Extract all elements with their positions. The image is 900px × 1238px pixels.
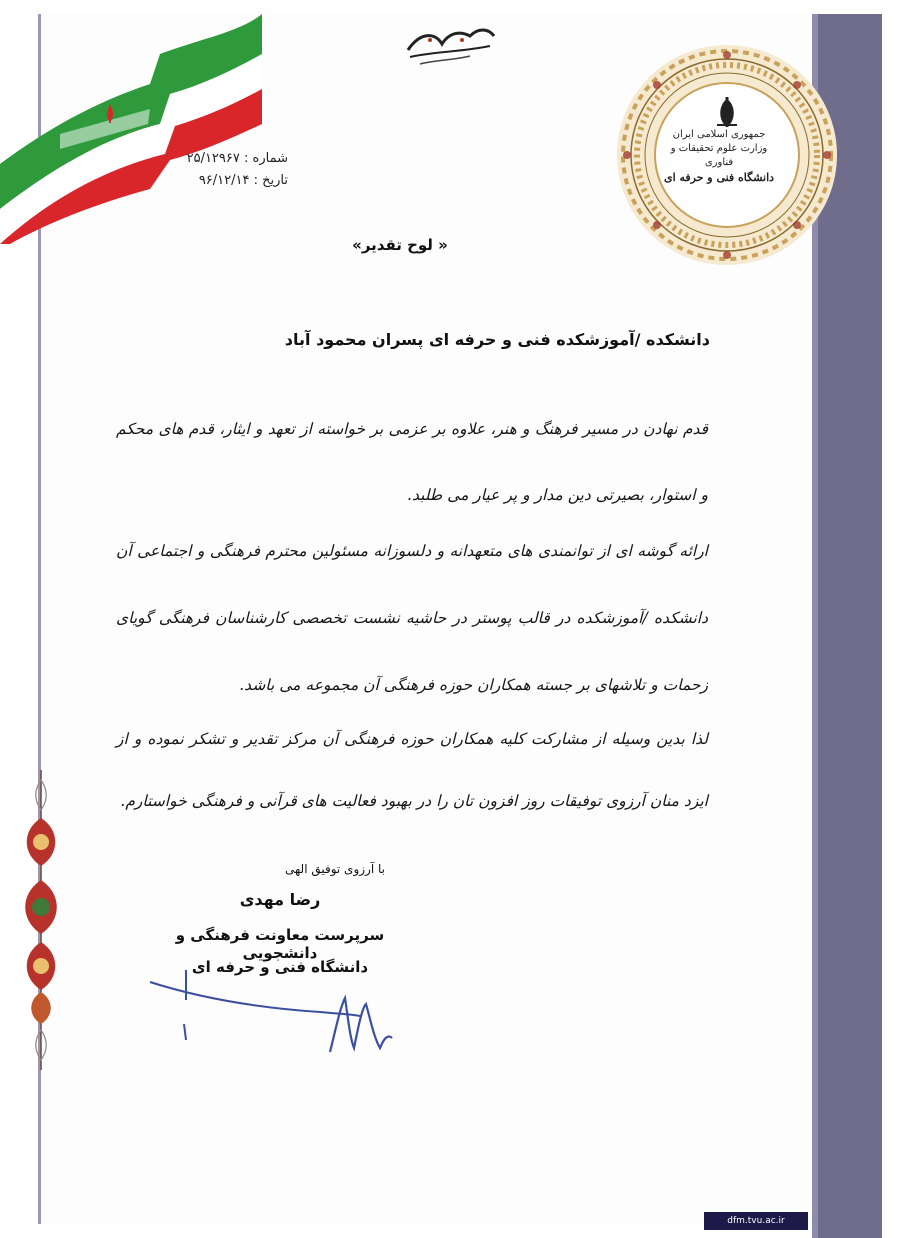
recipient-line: دانشکده /آموزشکده فنی و حرفه ای پسران محمود آباد [284, 330, 710, 349]
signer-name: رضا مهدی [239, 890, 321, 909]
letter-meta [148, 148, 288, 192]
handwritten-signature [140, 968, 410, 1068]
letter-number-value: ۲۵/۱۲۹۶۷ [186, 151, 240, 166]
bismillah-calligraphy [400, 22, 500, 72]
emblem-ministry: وزارت علوم تحقیقات و فناوری [670, 143, 768, 168]
letter-date-label: تاریخ : [253, 173, 288, 188]
letter-date-value: ۹۶/۱۲/۱۴ [198, 173, 250, 188]
body-paragraph-2: ارائه گوشه ای از توانمندی های متعهدانه و دلسوزانه مسئولین محترم فرهنگی و اجتماعی آن دانشکده /آموزشکده در قالب پوستر در حاشیه نشست تخصصی کارشناسان فرهنگی گویای زحمات و تلاشهای بر جسته همکاران حوزه فرهنگی آن مجموعه می باشد. [116, 542, 708, 694]
emblem-university: دانشگاه فنی و حرفه ای [663, 171, 775, 184]
closing-line: با آرزوی توفیق الهی [285, 862, 385, 876]
floral-ornament [14, 770, 68, 1070]
emblem-caption [655, 128, 783, 185]
certificate-title: « لوح تقدیر» [352, 236, 448, 254]
body-paragraph-1: قدم نهادن در مسیر فرهنگ و هنر، علاوه بر عزمی بر خواسته از تعهد و ایثار، قدم های محکم و استوار، بصیرتی دین مدار و پر عیار می طلبد. [116, 420, 708, 504]
signer-title: سرپرست معاونت فرهنگی و دانشجویی [175, 926, 385, 962]
signer-organization: دانشگاه فنی و حرفه ای [191, 958, 369, 976]
emblem-country: جمهوری اسلامی ایران [672, 129, 766, 140]
iran-flag-ribbon [0, 14, 270, 244]
letter-number-row [148, 148, 288, 170]
site-watermark: dfm.tvu.ac.ir [704, 1212, 808, 1230]
letter-date-row [148, 170, 288, 192]
body-paragraph-3: لذا بدین وسیله از مشارکت کلیه همکاران حوزه فرهنگی آن مرکز تقدیر و تشکر نموده و از ایزد منان آرزوی توفیقات روز افزون تان را در بهبود فعالیت های قرآنی و فرهنگی خواستارم. [116, 730, 708, 810]
letter-number-label: شماره : [244, 151, 288, 166]
